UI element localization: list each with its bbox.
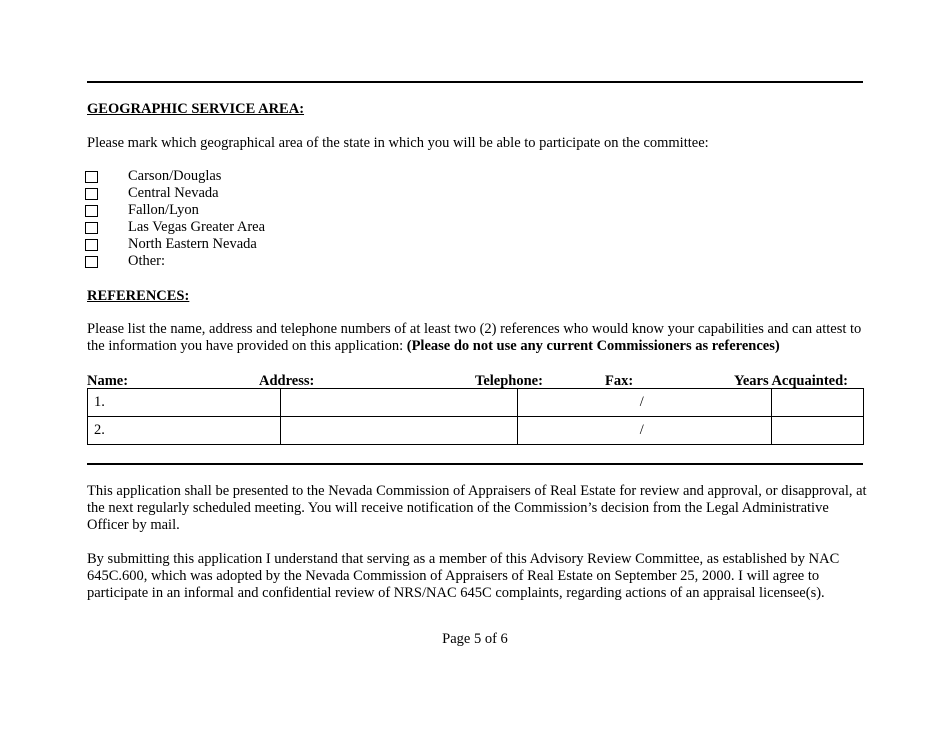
top-divider: [87, 81, 863, 83]
area-option-fallon-lyon[interactable]: [85, 202, 265, 219]
row-number: 1.: [94, 394, 105, 410]
reference-phone-fax-cell[interactable]: [518, 389, 772, 417]
column-years-header: Years Acquainted:: [734, 373, 848, 389]
area-option-label: Las Vegas Greater Area: [128, 219, 266, 235]
checkbox[interactable]: [85, 222, 98, 234]
checkbox[interactable]: [85, 239, 98, 251]
area-option-label: Carson/Douglas: [128, 168, 222, 184]
reference-address-cell[interactable]: [280, 389, 518, 417]
reference-phone-fax-cell[interactable]: [518, 417, 772, 445]
checkbox[interactable]: [85, 256, 98, 268]
column-telephone-header: Telephone:: [475, 373, 543, 389]
area-option-label: Central Nevada: [128, 185, 219, 201]
table-row: [88, 389, 864, 417]
area-option-las-vegas[interactable]: [85, 219, 265, 236]
area-option-north-eastern-nevada[interactable]: [85, 236, 265, 253]
checkbox[interactable]: [85, 188, 98, 200]
references-instruction-text: Please list the name, address and telephone numbers of at least two (2) references who would know your capabilities and can attest to the information you have provided on this application:: [87, 321, 862, 354]
references-heading: REFERENCES:: [87, 288, 190, 304]
phone-fax-separator: /: [639, 422, 644, 438]
reference-years-cell[interactable]: [772, 417, 864, 445]
notice-paragraph-2: By submitting this application I understand that serving as a member of this Advisory Review Committee, as established by NAC 645C.600, which was adopted by the Nevada Commission of Appraisers of Real Estate on September 25, 2000. I will agree to participate in an informal and confidential review of NRS/NAC 645C complaints, regarding actions of an appraisal licensee(s).: [87, 551, 840, 601]
area-option-label: Fallon/Lyon: [128, 202, 199, 218]
bottom-divider: [87, 463, 863, 465]
references-instruction: [87, 321, 867, 355]
reference-address-cell[interactable]: [280, 417, 518, 445]
area-checkbox-list: [85, 168, 265, 270]
page-number: Page 5 of 6: [442, 631, 508, 647]
references-table: [87, 388, 864, 445]
reference-name-cell[interactable]: [88, 389, 281, 417]
area-option-carson-douglas[interactable]: [85, 168, 265, 185]
area-option-label: Other:: [128, 253, 166, 269]
table-row: [88, 417, 864, 445]
references-instruction-note: (Please do not use any current Commissioners as references): [406, 338, 780, 354]
reference-name-cell[interactable]: [88, 417, 281, 445]
notice-paragraph-1: This application shall be presented to the Nevada Commission of Appraisers of Real Estate for review and approval, or disapproval, at the next regularly scheduled meeting. You will receive notification of the Commission’s decision from the Legal Administrative Officer by mail.: [87, 483, 867, 533]
column-fax-header: Fax:: [605, 373, 634, 389]
reference-years-cell[interactable]: [772, 389, 864, 417]
checkbox[interactable]: [85, 205, 98, 217]
geographic-heading: GEOGRAPHIC SERVICE AREA:: [87, 101, 305, 117]
area-option-central-nevada[interactable]: [85, 185, 265, 202]
column-address-header: Address:: [259, 373, 315, 389]
area-option-other[interactable]: [85, 253, 265, 270]
checkbox[interactable]: [85, 171, 98, 183]
phone-fax-separator: /: [639, 394, 644, 410]
geographic-instruction: Please mark which geographical area of the state in which you will be able to participate on the committee:: [87, 135, 709, 151]
column-name-header: Name:: [87, 373, 129, 389]
row-number: 2.: [94, 422, 105, 438]
area-option-label: North Eastern Nevada: [128, 236, 257, 252]
